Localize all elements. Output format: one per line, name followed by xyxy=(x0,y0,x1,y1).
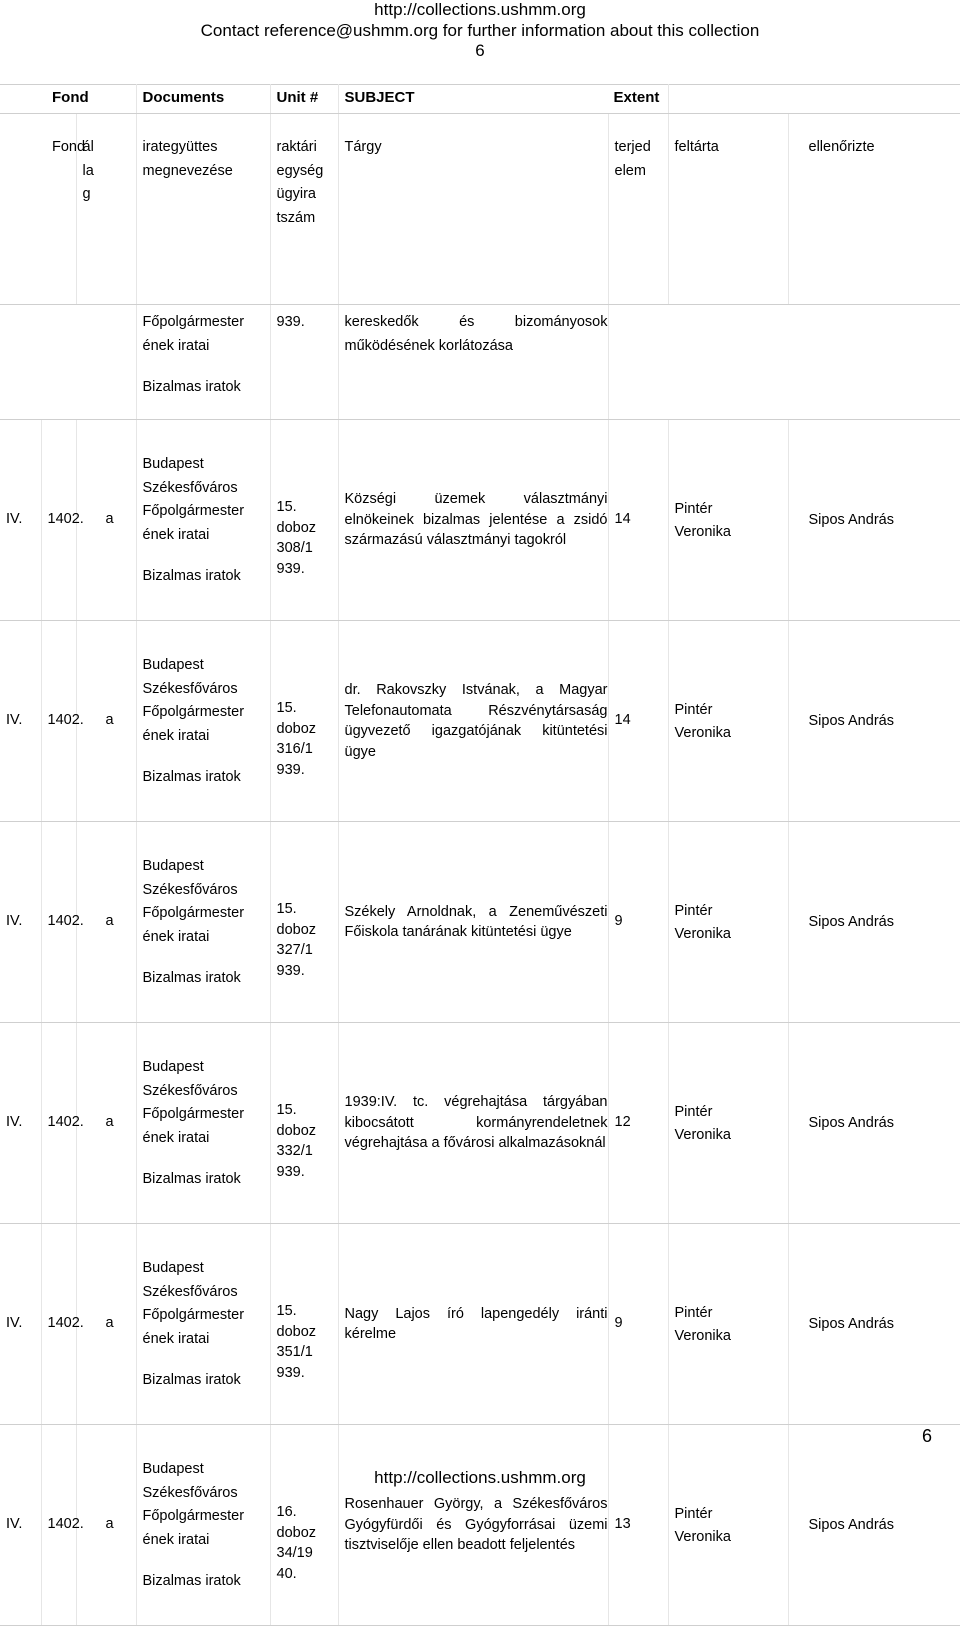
table-row xyxy=(0,420,960,621)
cell-extent: 14 xyxy=(608,621,668,822)
cell-extent: 13 xyxy=(608,1425,668,1626)
cell-allag: a xyxy=(76,1425,136,1626)
cell-subject: Rosenhauer György, a Székesfőváros Gyógyfürdői és Gyógyforrásai üzemi tisztviselője ellen beadott feljelentés xyxy=(338,1425,608,1626)
allag-1: ál xyxy=(82,139,94,155)
archive-table xyxy=(0,84,960,1626)
cell-extent: 9 xyxy=(608,1224,668,1425)
terjed-2: elem xyxy=(614,162,646,179)
cell-checker: Sipos András xyxy=(788,1425,960,1626)
col-fond-hu: Fond xyxy=(0,114,76,305)
cell-num: 1402. xyxy=(41,822,76,1023)
cell-fond: IV. xyxy=(0,420,41,621)
cell-extent: 14 xyxy=(608,420,668,621)
col-extent xyxy=(613,85,960,114)
cell-allag: a xyxy=(76,1023,136,1224)
col-allag xyxy=(76,114,136,305)
cell-fond: IV. xyxy=(0,1224,41,1425)
cell-doc: Budapest Székesfőváros Főpolgármester ének iratai Bizalmas iratok xyxy=(136,1425,270,1626)
raktari-3: ügyira xyxy=(276,186,316,202)
cell-allag: a xyxy=(76,1224,136,1425)
cell-unit: 15. doboz 316/1 939. xyxy=(270,621,338,822)
cell-unit: 15. doboz 351/1 939. xyxy=(270,1224,338,1425)
cell-fond: IV. xyxy=(0,1023,41,1224)
cell-subject: dr. Rakovszky Istvának, a Magyar Telefonautomata Részvénytársaság ügyvezető igazgatójának kitüntetési ügye xyxy=(338,621,608,822)
cell-extent: 12 xyxy=(608,1023,668,1224)
cell-extent: 9 xyxy=(608,822,668,1023)
header-url: http://collections.ushmm.org xyxy=(374,0,586,19)
col-terjed xyxy=(608,114,668,305)
table-row xyxy=(0,1023,960,1224)
cell-num: 1402. xyxy=(41,621,76,822)
cell-unit: 15. doboz 308/1 939. xyxy=(270,420,338,621)
cell-subject: 1939:IV. tc. végrehajtása tárgyában kibocsátott kormányrendeletnek végrehajtása a fővárosi alkalmazásoknál xyxy=(338,1023,608,1224)
col-raktari xyxy=(270,114,338,305)
col-documents: Documents xyxy=(136,85,270,114)
cell-checker: Sipos András xyxy=(788,822,960,1023)
cell-processor: Pintér Veronika xyxy=(668,1425,788,1626)
col-unit: Unit # xyxy=(270,85,338,114)
col-ellenorizte: ellenőrizte xyxy=(788,114,960,305)
allag-2: la xyxy=(82,162,94,179)
raktari-1: raktári xyxy=(276,139,317,155)
allag-3: g xyxy=(82,186,91,202)
cell-allag: a xyxy=(76,420,136,621)
cell-doc: Budapest Székesfőváros Főpolgármester ének iratai Bizalmas iratok xyxy=(136,1023,270,1224)
table-row xyxy=(0,1224,960,1425)
cell-checker: Sipos András xyxy=(788,1224,960,1425)
cell-doc: Budapest Székesfőváros Főpolgármester ének iratai Bizalmas iratok xyxy=(136,822,270,1023)
cell-subject: Községi üzemek választmányi elnökeinek bizalmas jelentése a zsidó származású választmányi tagokról xyxy=(338,420,608,621)
cell-processor: Pintér Veronika xyxy=(668,1023,788,1224)
cell-doc: Budapest Székesfőváros Főpolgármester ének iratai Bizalmas iratok xyxy=(136,621,270,822)
cell-fond: IV. xyxy=(0,822,41,1023)
col-feltarta: feltárta xyxy=(668,114,788,305)
cell-num: 1402. xyxy=(41,1023,76,1224)
cell-fond: IV. xyxy=(0,1425,41,1626)
col-targy: Tárgy xyxy=(338,114,608,305)
cell-doc: Budapest Székesfőváros Főpolgármester ének iratai Bizalmas iratok xyxy=(136,420,270,621)
cell-subject: Székely Arnoldnak, a Zeneművészeti Főiskola tanárának kitüntetési ügye xyxy=(338,822,608,1023)
cell-fond: IV. xyxy=(0,621,41,822)
cell-num: 1402. xyxy=(41,1224,76,1425)
header-page: 6 xyxy=(475,41,485,60)
cell-subject: Nagy Lajos író lapengedély iránti kérelme xyxy=(338,1224,608,1425)
footer-url: http://collections.ushmm.org xyxy=(374,1468,586,1487)
cell-checker: Sipos András xyxy=(788,1023,960,1224)
table-row xyxy=(0,621,960,822)
cell-allag: a xyxy=(76,621,136,822)
cell-unit: 15. doboz 327/1 939. xyxy=(270,822,338,1023)
header-row-en xyxy=(0,85,960,114)
page-number: 6 xyxy=(921,1426,932,1446)
cell-allag: a xyxy=(76,822,136,1023)
header-contact: Contact reference@ushmm.org for further information about this collection xyxy=(200,21,760,40)
cell-num: 1402. xyxy=(41,1425,76,1626)
col-extent-label: Extent xyxy=(613,89,660,106)
col-irategyuttes xyxy=(136,114,270,305)
col-subject: SUBJECT xyxy=(338,85,668,114)
pre-doc: Főpolgármester ének iratai Bizalmas iratok xyxy=(136,305,270,420)
cell-unit: 15. doboz 332/1 939. xyxy=(270,1023,338,1224)
pre-subject: kereskedők és bizományosok működésének korlátozása xyxy=(338,305,608,420)
table-row xyxy=(0,822,960,1023)
irategyuttes-2: megnevezése xyxy=(142,162,233,179)
cell-processor: Pintér Veronika xyxy=(668,822,788,1023)
raktari-4: tszám xyxy=(276,209,316,226)
cell-checker: Sipos András xyxy=(788,621,960,822)
cell-checker: Sipos András xyxy=(788,420,960,621)
irategyuttes-1: irategyüttes xyxy=(142,139,218,155)
header-row-hu xyxy=(0,114,960,305)
raktari-2: egység xyxy=(276,162,324,179)
cell-processor: Pintér Veronika xyxy=(668,420,788,621)
cell-unit: 16. doboz 34/19 40. xyxy=(270,1425,338,1626)
pre-unit: 939. xyxy=(270,305,338,420)
cell-doc: Budapest Székesfőváros Főpolgármester ének iratai Bizalmas iratok xyxy=(136,1224,270,1425)
col-fond: Fond xyxy=(0,85,136,114)
cell-processor: Pintér Veronika xyxy=(668,1224,788,1425)
table-row xyxy=(0,1425,960,1626)
cell-processor: Pintér Veronika xyxy=(668,621,788,822)
pre-row xyxy=(0,305,960,420)
cell-num: 1402. xyxy=(41,420,76,621)
terjed-1: terjed xyxy=(614,139,651,155)
